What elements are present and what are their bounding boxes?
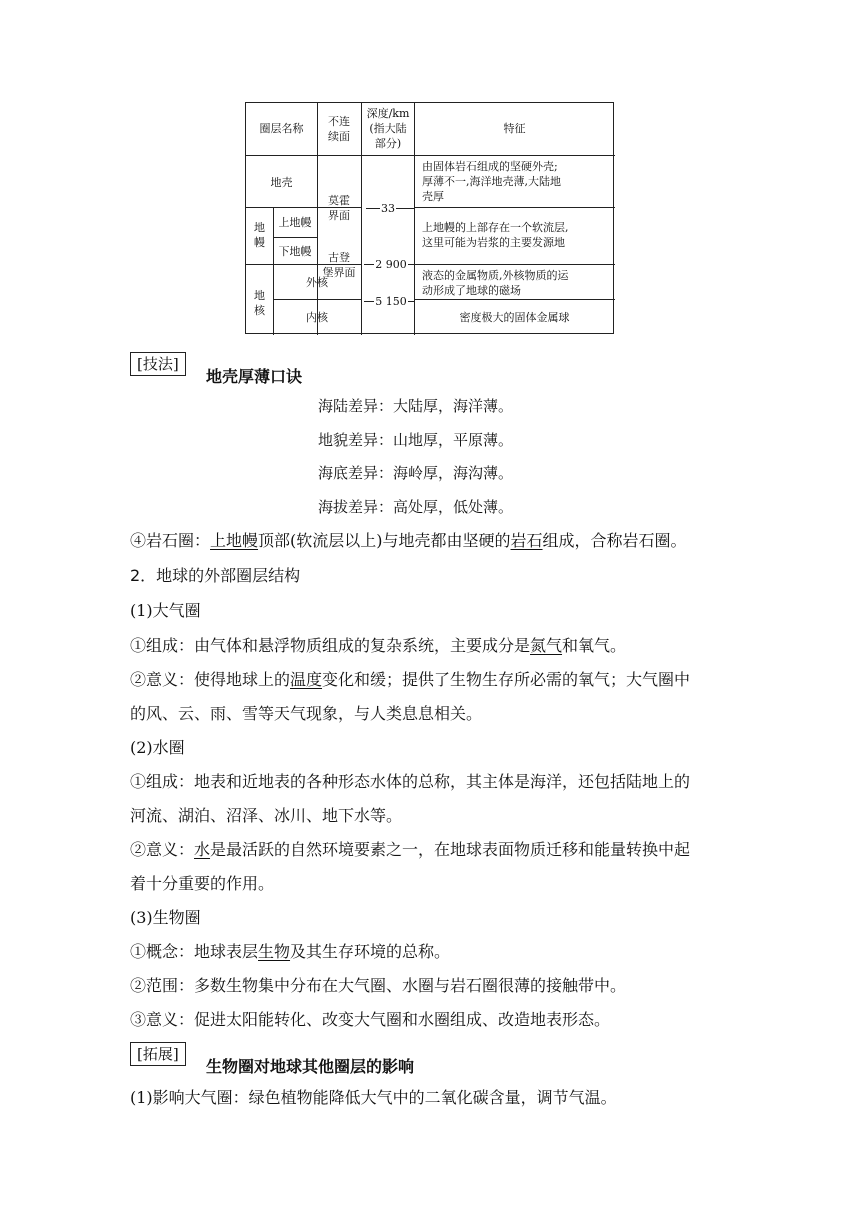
- depth-tick: [396, 208, 414, 209]
- answer-upper-mantle: 上地幔: [210, 531, 259, 550]
- header-discontinuity: 不连 续面: [328, 115, 350, 143]
- table-grid-line: [414, 207, 615, 208]
- biosphere-meaning: ③意义：促进太阳能转化、改变大气圈和水圈组成、改造地表形态。: [130, 1010, 611, 1029]
- table-grid-line: [414, 299, 615, 300]
- gutenberg-label: 古登 堡界面: [322, 251, 356, 279]
- upper-mantle: 上地幔: [278, 216, 312, 229]
- table-grid-line: [273, 299, 361, 300]
- hydrosphere-composition-cont: 河流、湖泊、沼泽、冰川、地下水等。: [130, 806, 403, 825]
- depth-5150: 5 150: [375, 295, 407, 308]
- table-grid-line: [414, 264, 615, 265]
- atmosphere-significance: ②意义：使得地球上的温度变化和缓；提供了生物生存所必需的氧气；大气圈中: [130, 670, 691, 689]
- atmosphere-title: (1)大气圈: [130, 601, 201, 620]
- inner-core: 内核: [306, 311, 328, 324]
- hydrosphere-composition: ①组成：地表和近地表的各种形态水体的总称，其主体是海洋，还包括陆地上的: [130, 772, 691, 791]
- extension-line: (1)影响大气圈：绿色植物能降低大气中的二氧化碳含量，调节气温。: [130, 1088, 617, 1107]
- answer-organisms: 生物: [258, 942, 291, 961]
- rhyme-line: 地貌差异：山地厚，平原薄。: [318, 431, 514, 449]
- rhyme-line: 海陆差异：大陆厚，海洋薄。: [318, 397, 514, 415]
- header-layer-name: 圈层名称: [259, 122, 304, 135]
- table-grid-line: [273, 237, 317, 238]
- depth-2900: 2 900: [375, 258, 407, 271]
- crust-name: 地壳: [270, 176, 293, 189]
- biosphere-title: (3)生物圈: [130, 908, 201, 927]
- hydrosphere-title: (2)水圈: [130, 738, 185, 757]
- earth-structure-table: [245, 102, 614, 334]
- rhyme-line: 海拔差异：高处厚，低处薄。: [318, 498, 514, 516]
- extension-title: 生物圈对地球其他圈层的影响: [206, 1057, 415, 1076]
- moho-label: 莫霍 界面: [328, 194, 350, 222]
- lower-mantle: 下地幔: [278, 245, 312, 258]
- atmosphere-significance-cont: 的风、云、雨、雪等天气现象，与人类息息相关。: [130, 704, 483, 723]
- biosphere-concept: ①概念：地球表层生物及其生存环境的总称。: [130, 942, 451, 961]
- outer-core-feature: 液态的金属物质,外核物质的运 动形成了地球的磁场: [422, 269, 569, 297]
- header-depth: 深度/km (指大陆 部分): [366, 107, 410, 150]
- crust-feature: 由固体岩石组成的坚硬外壳; 厚薄不一,海洋地壳薄,大陆地 壳厚: [422, 160, 561, 203]
- rhyme-line: 海底差异：海岭厚，海沟薄。: [318, 464, 514, 482]
- lithosphere-line: ④岩石圈：上地幔顶部(软流层以上)与地壳都由坚硬的岩石组成，合称岩石圈。: [130, 531, 687, 550]
- section-heading: 2．地球的外部圈层结构: [130, 566, 301, 585]
- answer-rock: 岩石: [510, 531, 543, 550]
- answer-nitrogen: 氮气: [530, 636, 563, 655]
- hydrosphere-significance: ②意义：水是最活跃的自然环境要素之一，在地球表面物质迁移和能量转换中起: [130, 840, 691, 859]
- core-name: 地 核: [254, 289, 265, 317]
- table-grid-line: [246, 155, 615, 156]
- header-feature: 特征: [503, 122, 526, 135]
- depth-33: 33: [381, 202, 395, 215]
- answer-temperature: 温度: [290, 670, 323, 689]
- inner-core-feature: 密度极大的固体金属球: [459, 311, 570, 324]
- outer-core: 外核: [306, 276, 328, 289]
- mantle-feature: 上地幔的上部存在一个软流层, 这里可能为岩浆的主要发源地: [422, 221, 569, 249]
- hydrosphere-significance-cont: 着十分重要的作用。: [130, 874, 275, 893]
- table-grid-line: [414, 103, 415, 335]
- biosphere-range: ②范围：多数生物集中分布在大气圈、水圈与岩石圈很薄的接触带中。: [130, 976, 627, 995]
- extension-tag: [拓展]: [130, 1042, 186, 1066]
- mantle-name: 地 幔: [254, 221, 265, 249]
- atmosphere-composition: ①组成：由气体和悬浮物质组成的复杂系统，主要成分是氮气和氧气。: [130, 636, 627, 655]
- tip-tag: [技法]: [130, 352, 186, 376]
- answer-water: 水: [194, 840, 211, 859]
- tip-title: 地壳厚薄口诀: [206, 367, 303, 386]
